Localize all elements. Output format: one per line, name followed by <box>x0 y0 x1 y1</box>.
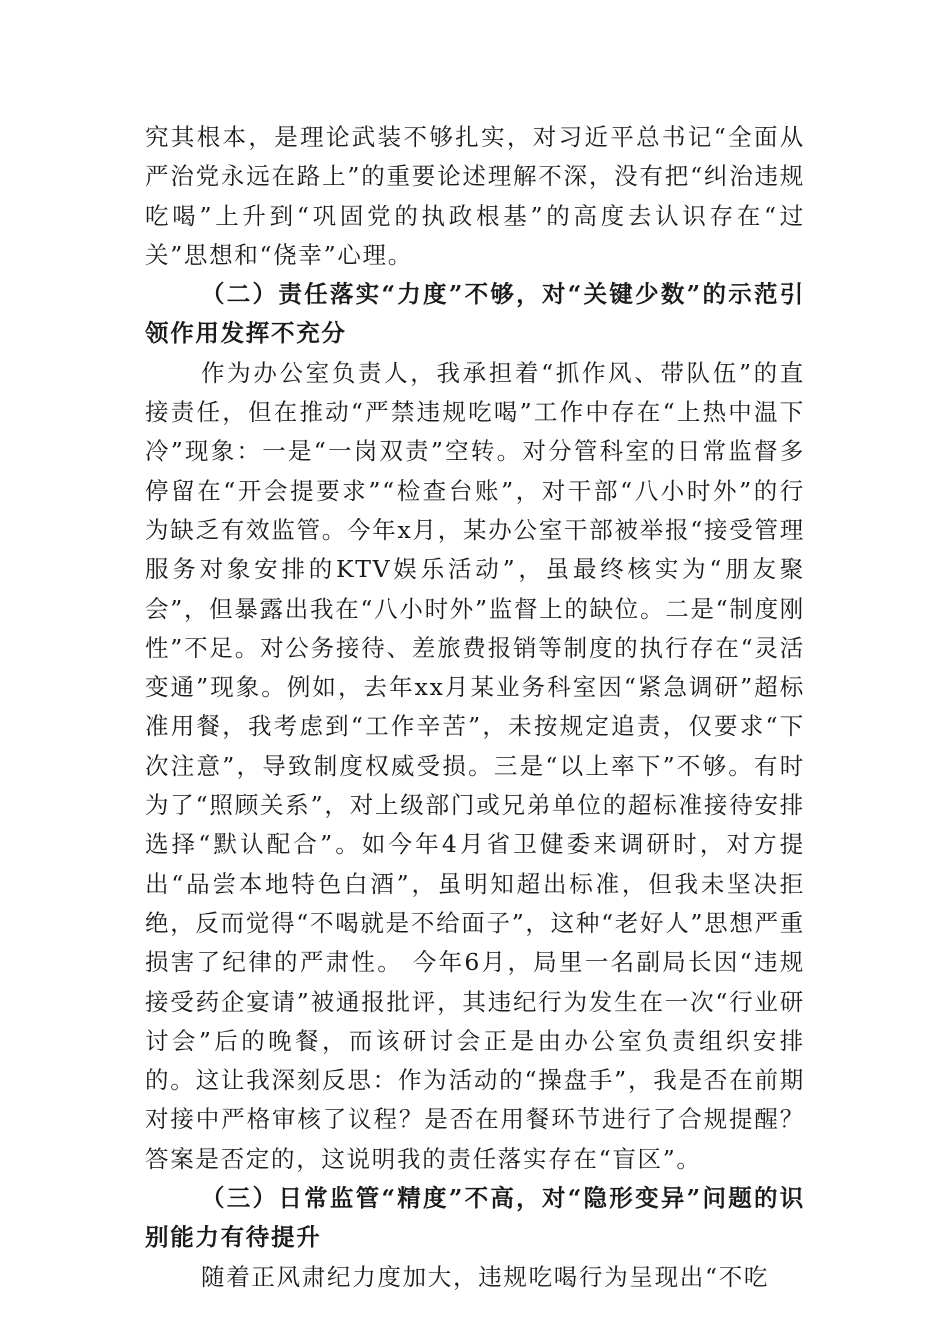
paragraph-root-cause: 究其根本，是理论武装不够扎实，对习近平总书记“全面从严治党永远在路上”的重要论述理解不深，没有把“纠治违规吃喝”上升到“巩固党的执政根基”的高度去认识存在“过关”思想和“侥幸”心理。 <box>145 123 805 269</box>
section-heading-2: （二）责任落实“力度”不够，对“关键少数”的示范引领作用发挥不充分 <box>145 280 805 348</box>
section-heading-3: （三）日常监管“精度”不高，对“隐形变异”问题的识别能力有待提升 <box>145 1184 805 1252</box>
paragraph-responsibility: 作为办公室负责人，我承担着“抓作风、带队伍”的直接责任，但在推动“严禁违规吃喝”工作中存在“上热中温下冷”现象：一是“一岗双责”空转。对分管科室的日常监督多停留在“开会提要求”“检查台账”，对干部“八小时外”的行为缺乏有效监管。今年x月，某办公室干部被举报“接受管理服务对象安排的KTV娱乐活动”，虽最终核实为“朋友聚会”，但暴露出我在“八小时外”监督上的缺位。二是“制度刚性”不足。对公务接待、差旅费报销等制度的执行存在“灵活变通”现象。例如，去年xx月某业务科室因“紧急调研”超标准用餐，我考虑到“工作辛苦”，未按规定追责，仅要求“下次注意”，导致制度权威受损。三是“以上率下”不够。有时为了“照顾关系”，对上级部门或兄弟单位的超标准接待安排选择“默认配合”。如今年4月省卫健委来调研时，对方提出“品尝本地特色白酒”，虽明知超出标准，但我未坚决拒绝，反而觉得“不喝就是不给面子”，这种“老好人”思想严重损害了纪律的严肃性。 今年6月，局里一名副局长因“违规接受药企宴请”被通报批评，其违纪行为发生在一次“行业研讨会”后的晚餐，而该研讨会正是由办公室负责组织安排的。这让我深刻反思：作为活动的“操盘手”，我是否在前期对接中严格审核了议程？是否在用餐环节进行了合规提醒？答案是否定的，这说明我的责任落实存在“盲区”。 <box>145 358 805 1173</box>
paragraph-supervision: 随着正风肃纪力度加大，违规吃喝行为呈现出“不吃 <box>201 1262 770 1291</box>
document-page <box>145 118 805 1297</box>
